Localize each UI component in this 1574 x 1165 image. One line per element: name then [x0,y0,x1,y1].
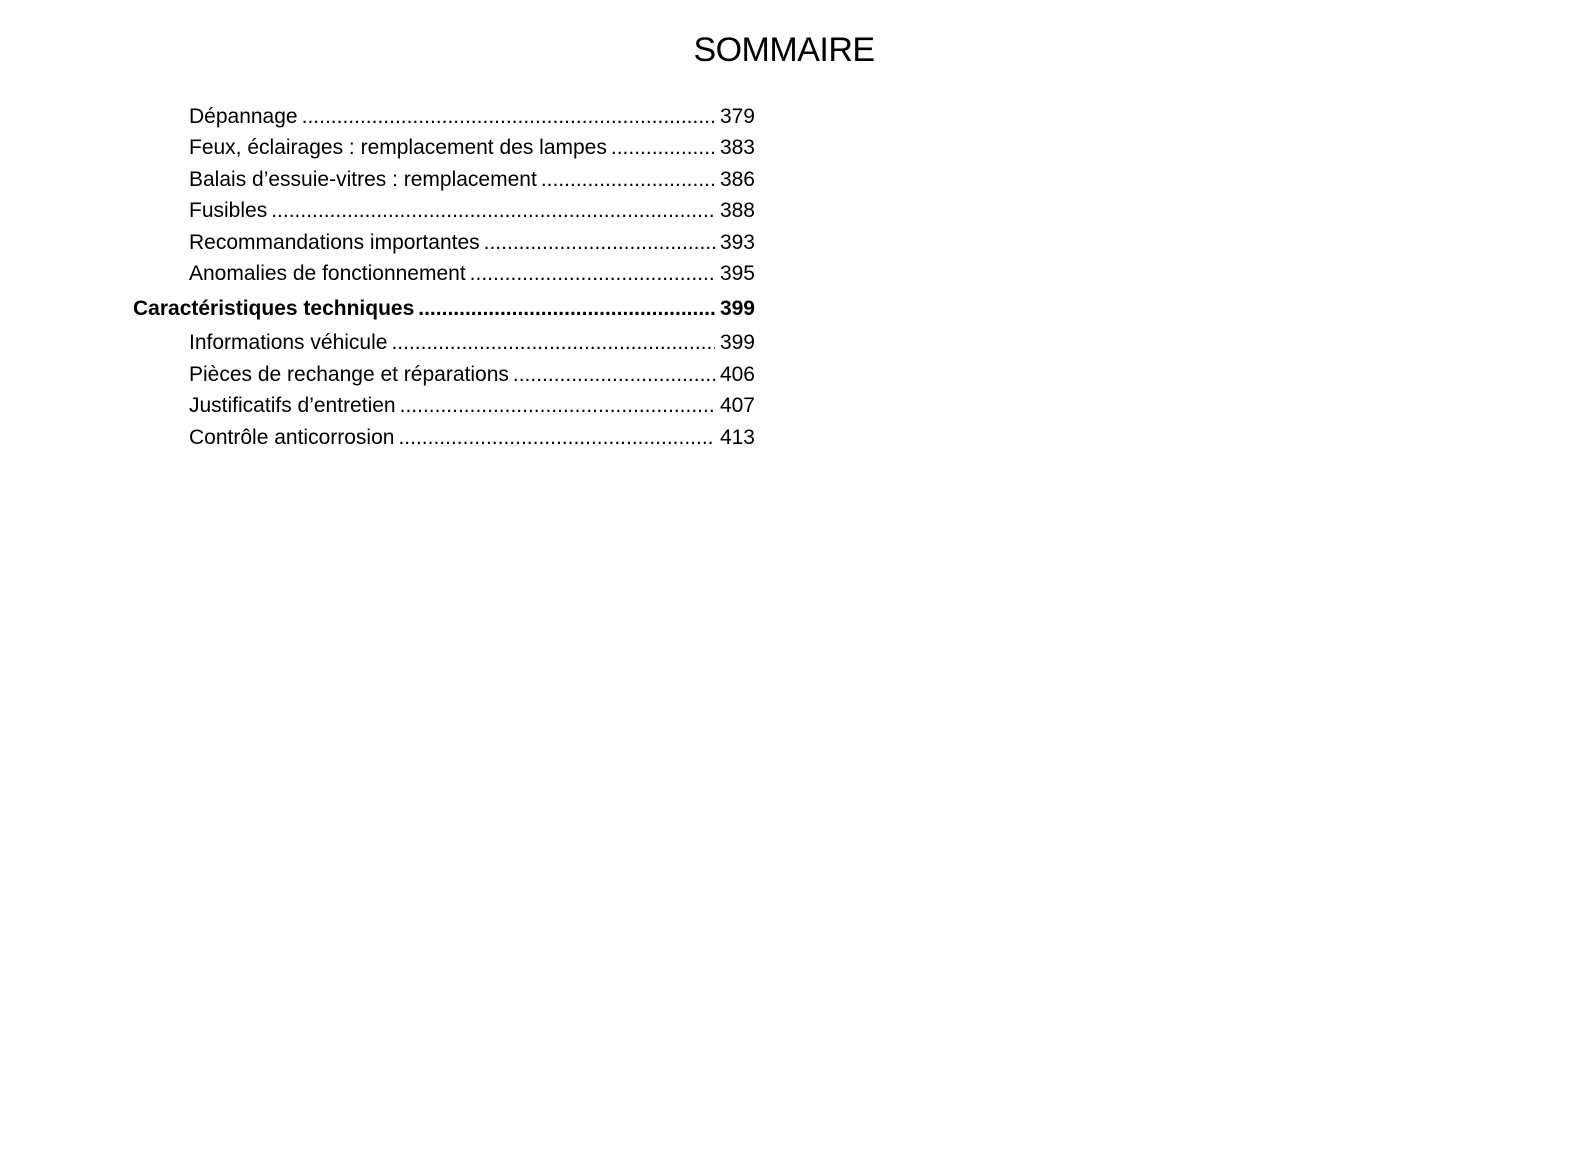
toc-entry-label: Justificatifs d’entretien [189,394,396,418]
toc-entry-pieces-rechange[interactable] [133,359,755,390]
page-title: SOMMAIRE [693,31,875,69]
toc-entry-fusibles[interactable] [133,195,755,226]
dot-leader [418,291,715,327]
toc-section-label: Caractéristiques techniques [133,297,415,321]
toc-entry-label: Contrôle anticorrosion [189,425,395,449]
dot-leader [541,164,715,195]
toc-entry-page: 388 [719,199,755,223]
toc-entry-page: 399 [719,331,755,355]
toc-section-page: 399 [719,297,755,321]
toc-section-caracteristiques[interactable] [133,291,755,327]
dot-leader [302,101,715,132]
toc-entry-page: 383 [719,136,755,160]
dot-leader [398,422,715,453]
dot-leader [400,390,715,421]
toc-entry-label: Anomalies de fonctionnement [189,261,466,285]
toc-entry-page: 407 [719,394,755,418]
toc-entry-page: 395 [719,261,755,285]
toc-entry-page: 379 [719,105,755,128]
toc-entry-page: 413 [719,425,755,449]
toc-entry-balais-essuie-vitres[interactable] [133,164,755,195]
toc-entry-label: Feux, éclairages : remplacement des lampes [189,136,607,160]
toc-entry-label: Dépannage [189,105,298,128]
toc-entry-label: Balais d’essuie-vitres : remplacement [189,167,537,191]
toc-entry-page: 406 [719,362,755,386]
dot-leader [611,132,715,163]
dot-leader [271,195,715,226]
toc-entry-anomalies[interactable] [133,258,755,289]
dot-leader [484,227,715,258]
toc-entry-page: 386 [719,167,755,191]
toc-entry-depannage[interactable] [133,101,755,132]
dot-leader [391,327,715,358]
toc-entry-justificatifs[interactable] [133,390,755,421]
toc-entry-feux-eclairages[interactable] [133,132,755,163]
toc-entry-controle-anticorrosion[interactable] [133,422,755,453]
toc-entry-label: Informations véhicule [189,331,388,355]
toc-entry-page: 393 [719,230,755,254]
dot-leader [513,359,715,390]
toc-entry-label: Recommandations importantes [189,230,480,254]
toc-entry-label: Fusibles [189,199,268,223]
toc-entry-label: Pièces de rechange et réparations [189,362,509,386]
toc-entry-recommandations[interactable] [133,227,755,258]
dot-leader [470,258,715,289]
toc-entry-informations-vehicule[interactable] [133,327,755,358]
table-of-contents [133,101,755,453]
